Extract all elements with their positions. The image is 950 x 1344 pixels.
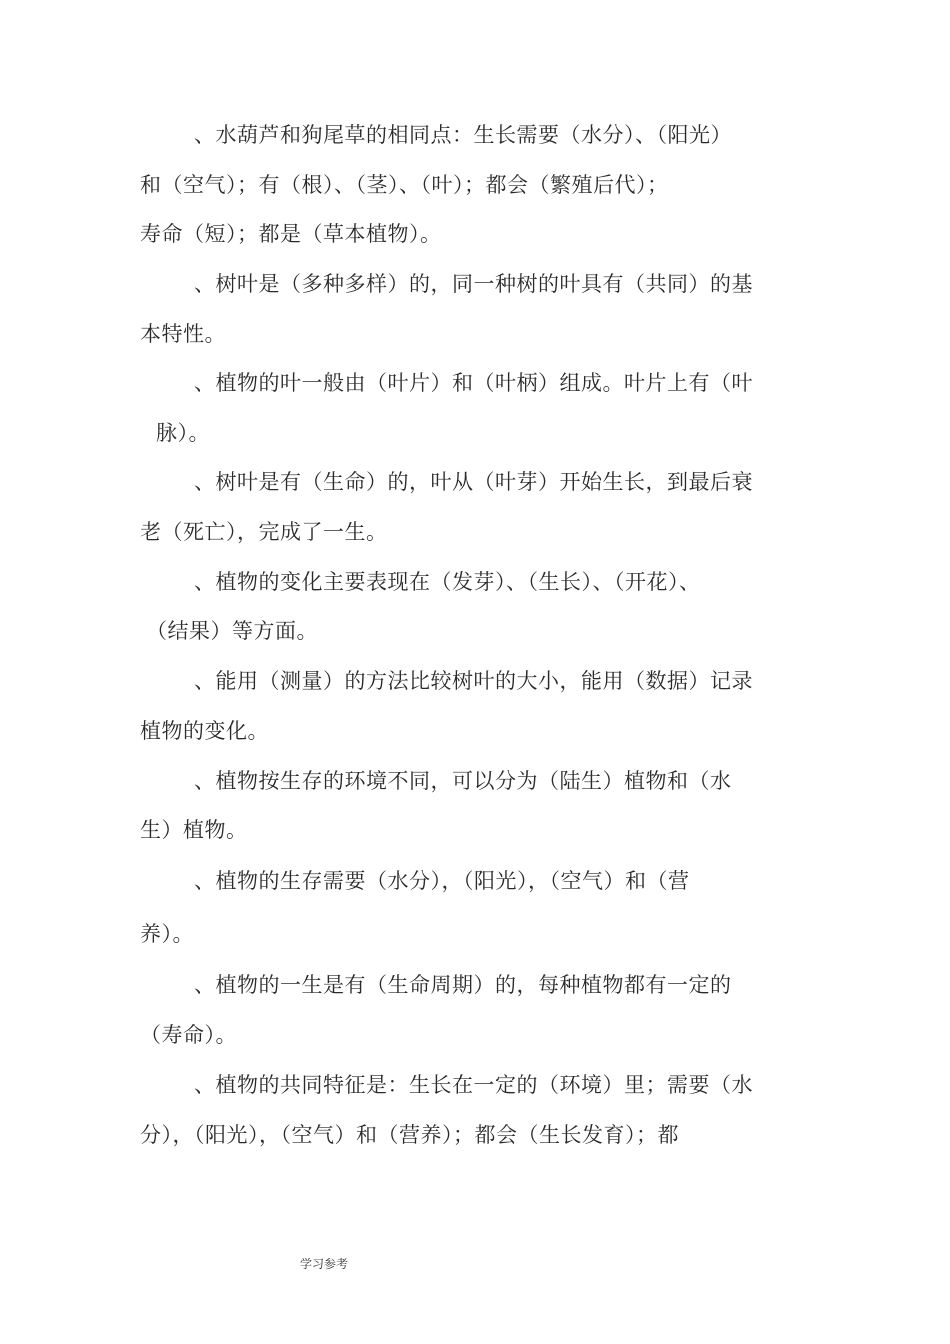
text-line: 本特性。 — [140, 322, 226, 346]
text-line: 植物的变化。 — [140, 719, 269, 743]
text-line: 、植物的变化主要表现在（发芽）、（生长）、（开花）、 — [194, 570, 701, 594]
text-line: 寿命（短）；都是（草本植物）。 — [140, 222, 442, 246]
text-line: 养）。 — [140, 922, 194, 946]
text-line: 、树叶是（多种多样）的，同一种树的叶具有（共同）的基 — [194, 272, 753, 296]
text-line: 老（死亡），完成了一生。 — [140, 520, 388, 544]
text-line: 生）植物。 — [140, 818, 248, 842]
text-line: 分），（阳光），（空气）和（营养）；都会（生长发育）；都 — [140, 1123, 679, 1147]
text-line: 、植物的叶一般由（叶片）和（叶柄）组成。叶片上有（叶 — [194, 371, 753, 395]
page-footer: 学习参考 — [300, 1257, 349, 1271]
text-line: 、水葫芦和狗尾草的相同点：生长需要（水分）、（阳光） — [194, 123, 732, 147]
text-line: 、植物的共同特征是：生长在一定的（环境）里；需要（水 — [194, 1073, 753, 1097]
text-line: 、树叶是有（生命）的，叶从（叶芽）开始生长，到最后衰 — [194, 470, 753, 494]
text-line: 脉）。 — [156, 421, 210, 445]
text-line: （寿命）。 — [140, 1023, 237, 1047]
text-line: （结果）等方面。 — [146, 619, 318, 643]
text-line: 、植物按生存的环境不同，可以分为（陆生）植物和（水 — [194, 769, 732, 793]
text-line: 、能用（测量）的方法比较树叶的大小，能用（数据）记录 — [194, 669, 753, 693]
text-line: 、植物的一生是有（生命周期）的，每种植物都有一定的 — [194, 973, 732, 997]
text-line: 和（空气）；有（根）、（茎）、（叶）；都会（繁殖后代）； — [140, 173, 669, 197]
text-line: 、植物的生存需要（水分），（阳光），（空气）和（营 — [194, 869, 690, 893]
